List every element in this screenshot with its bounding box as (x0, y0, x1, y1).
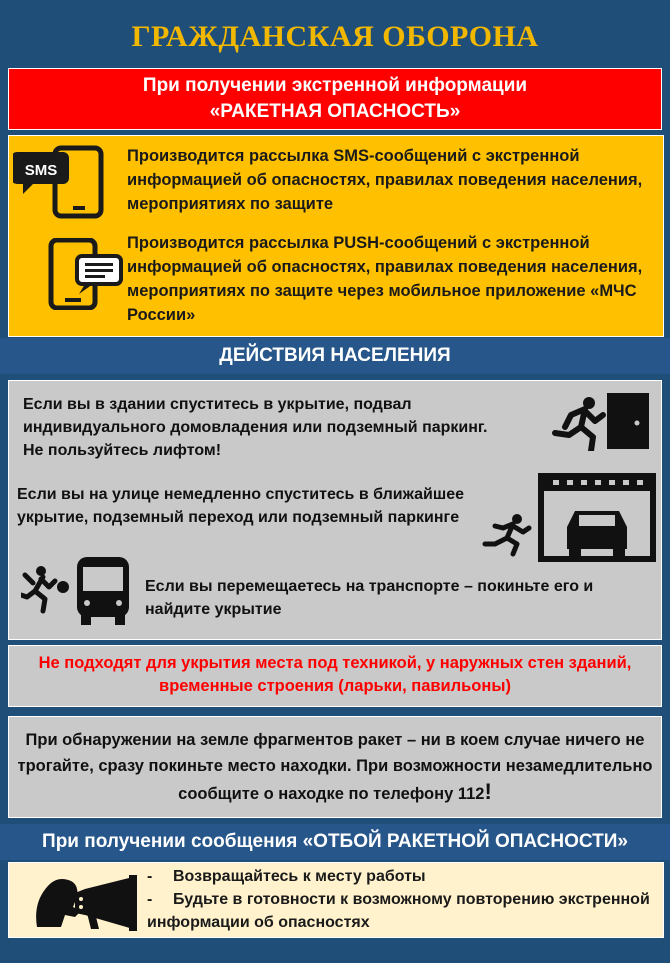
fragments-text (9, 727, 661, 807)
allclear-header: При получении сообщения «ОТБОЙ РАКЕТНОЙ ОПАСНОСТИ» (0, 824, 670, 860)
list-dash-2: - (147, 891, 153, 908)
allclear-item-1 (147, 865, 652, 888)
allclear-panel (8, 862, 664, 938)
alert-banner (8, 68, 662, 130)
alert-line-1: При получении экстренной информации (142, 75, 528, 96)
fragments-panel (8, 716, 662, 818)
megaphone-person-icon (29, 867, 149, 935)
fragments-exclamation: ! (484, 779, 492, 804)
sms-phone-icon (13, 142, 109, 220)
smartphone-message-icon (45, 238, 125, 310)
sms-text: Производится рассылка SMS-сообщений с экстренной информацией об опасностях, правилах поведения населения, мероприятиях по защите (127, 147, 643, 213)
person-leaving-bus-icon (21, 555, 133, 627)
sms-badge-label: SMS (24, 162, 58, 179)
person-running-to-garage-icon (479, 473, 659, 563)
actions-panel (8, 380, 662, 640)
alert-line-2: «РАКЕТНАЯ ОПАСНОСТЬ» (209, 101, 461, 122)
action-building-text: Если вы в здании спуститесь в укрытие, подвал индивидуального домовладения или подземный паркинг. Не пользуйтесь лифтом! (23, 396, 488, 459)
actions-header: ДЕЙСТВИЯ НАСЕЛЕНИЯ (0, 338, 670, 374)
notifications-panel (8, 135, 664, 337)
list-dash-1: - (147, 868, 153, 885)
allclear-item-2 (147, 888, 652, 934)
push-text: Производится рассылка PUSH-сообщений с экстренной информацией об опасностях, правилах поведения населения, мероприятиях по защите через мобильное приложение «МЧС России» (127, 234, 643, 324)
shelter-warning-text: Не подходят для укрытия места под техникой, у наружных стен зданий, временные строения (ларьки, павильоны) (38, 654, 632, 695)
fragments-body: При обнаружении на земле фрагментов ракет – ни в коем случае ничего не трогайте, сразу покиньте место находки. При возможности незамедлительно сообщите о находке по телефону 112 (17, 731, 653, 803)
allclear-list (147, 865, 652, 934)
person-running-to-door-icon (547, 389, 655, 451)
action-street-text: Если вы на улице немедленно спуститесь в ближайшее укрытие, подземный переход или подземный паркинге (17, 486, 464, 526)
action-transport-text: Если вы перемещаетесь на транспорте – покиньте его и найдите укрытие (145, 578, 594, 618)
allclear-item-2-text: Будьте в готовности к возможному повторению экстренной информации об опасностях (147, 891, 650, 931)
page-title: ГРАЖДАНСКАЯ ОБОРОНА (131, 20, 539, 53)
allclear-item-1-text: Возвращайтесь к месту работы (173, 868, 426, 885)
shelter-warning-panel (8, 645, 662, 707)
